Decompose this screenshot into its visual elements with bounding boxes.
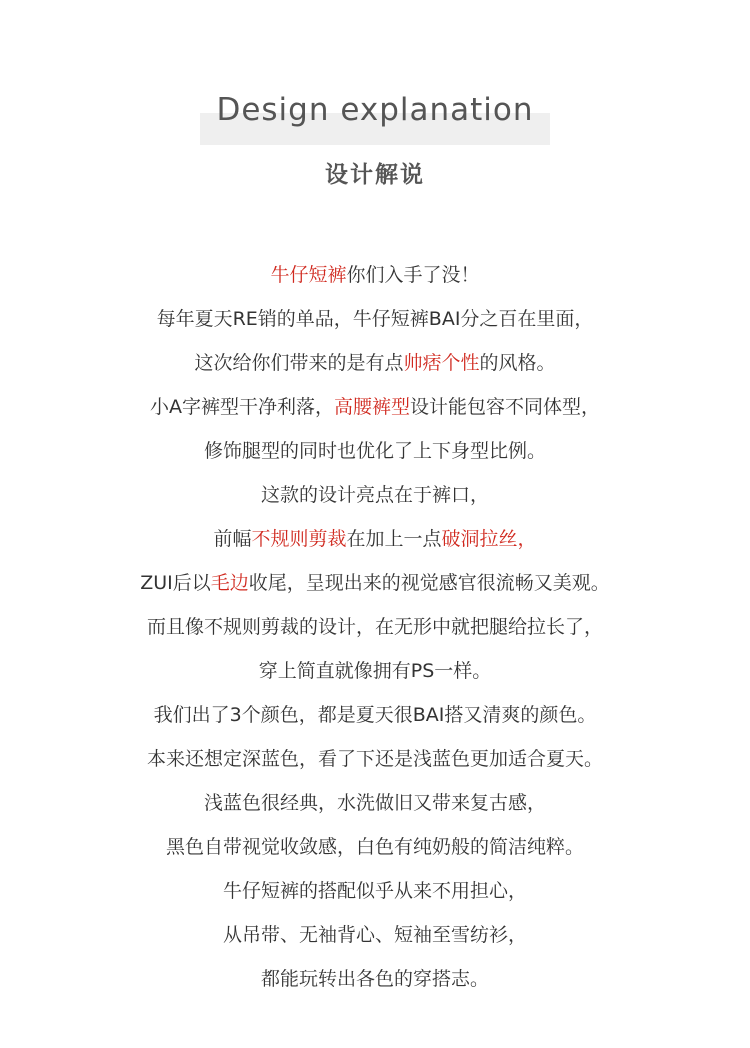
text-line xyxy=(0,385,750,429)
text-segment: 这款的设计亮点在于裤口， xyxy=(260,484,489,506)
text-line xyxy=(0,693,750,737)
text-line xyxy=(0,517,750,561)
text-line xyxy=(0,341,750,385)
text-segment: 都能玩转出各色的穿搭志。 xyxy=(260,968,489,990)
text-segment: 你们入手了没！ xyxy=(346,264,480,286)
text-line xyxy=(0,825,750,869)
highlighted-text: 牛仔短裤 xyxy=(270,264,347,286)
text-line xyxy=(0,253,750,297)
text-segment: 从吊带、无袖背心、短袖至雪纺衫， xyxy=(222,924,527,946)
text-segment: 穿上简直就像拥有PS一样。 xyxy=(258,660,492,682)
text-line xyxy=(0,869,750,913)
text-line xyxy=(0,913,750,957)
text-line xyxy=(0,737,750,781)
text-segment: 前幅 xyxy=(213,528,252,550)
text-line xyxy=(0,473,750,517)
text-segment: 牛仔短裤的搭配似乎从来不用担心， xyxy=(222,880,527,902)
text-segment: 收尾，呈现出来的视觉感官很流畅又美观。 xyxy=(248,572,610,594)
text-segment: 黑色自带视觉收敛感，白色有纯奶般的简洁纯粹。 xyxy=(165,836,584,858)
text-segment: 每年夏天RE销的单品，牛仔短裤BAI分之百在里面， xyxy=(156,308,594,330)
highlighted-text: 毛边 xyxy=(210,572,249,594)
text-segment: 我们出了3个颜色，都是夏天很BAI搭又清爽的颜色。 xyxy=(153,704,597,726)
text-segment: 而且像不规则剪裁的设计，在无形中就把腿给拉长了， xyxy=(146,616,603,638)
text-segment: 修饰腿型的同时也优化了上下身型比例。 xyxy=(203,440,546,462)
highlighted-text: 不规则剪裁 xyxy=(251,528,347,550)
text-segment: 这次给你们带来的是有点 xyxy=(194,352,404,374)
text-segment: 小A字裤型干净利落， xyxy=(149,396,334,418)
text-segment: 浅蓝色很经典，水洗做旧又带来复古感， xyxy=(203,792,546,814)
text-line xyxy=(0,957,750,1001)
highlighted-text: 帅痞个性 xyxy=(403,352,480,374)
description-text xyxy=(0,253,750,1001)
highlighted-text: 高腰裤型 xyxy=(333,396,410,418)
text-segment: 的风格。 xyxy=(479,352,556,374)
text-segment: 设计能包容不同体型， xyxy=(410,396,601,418)
text-line xyxy=(0,649,750,693)
text-line xyxy=(0,297,750,341)
text-segment: 本来还想定深蓝色，看了下还是浅蓝色更加适合夏天。 xyxy=(146,748,603,770)
text-segment: ZUI后以 xyxy=(140,572,211,594)
text-line xyxy=(0,429,750,473)
page-title-english: Design explanation xyxy=(216,92,534,128)
highlighted-text: 破洞拉丝， xyxy=(441,528,537,550)
text-segment: 在加上一点 xyxy=(346,528,442,550)
text-line xyxy=(0,605,750,649)
page-title-chinese: 设计解说 xyxy=(325,162,425,188)
text-line xyxy=(0,781,750,825)
text-line xyxy=(0,561,750,605)
